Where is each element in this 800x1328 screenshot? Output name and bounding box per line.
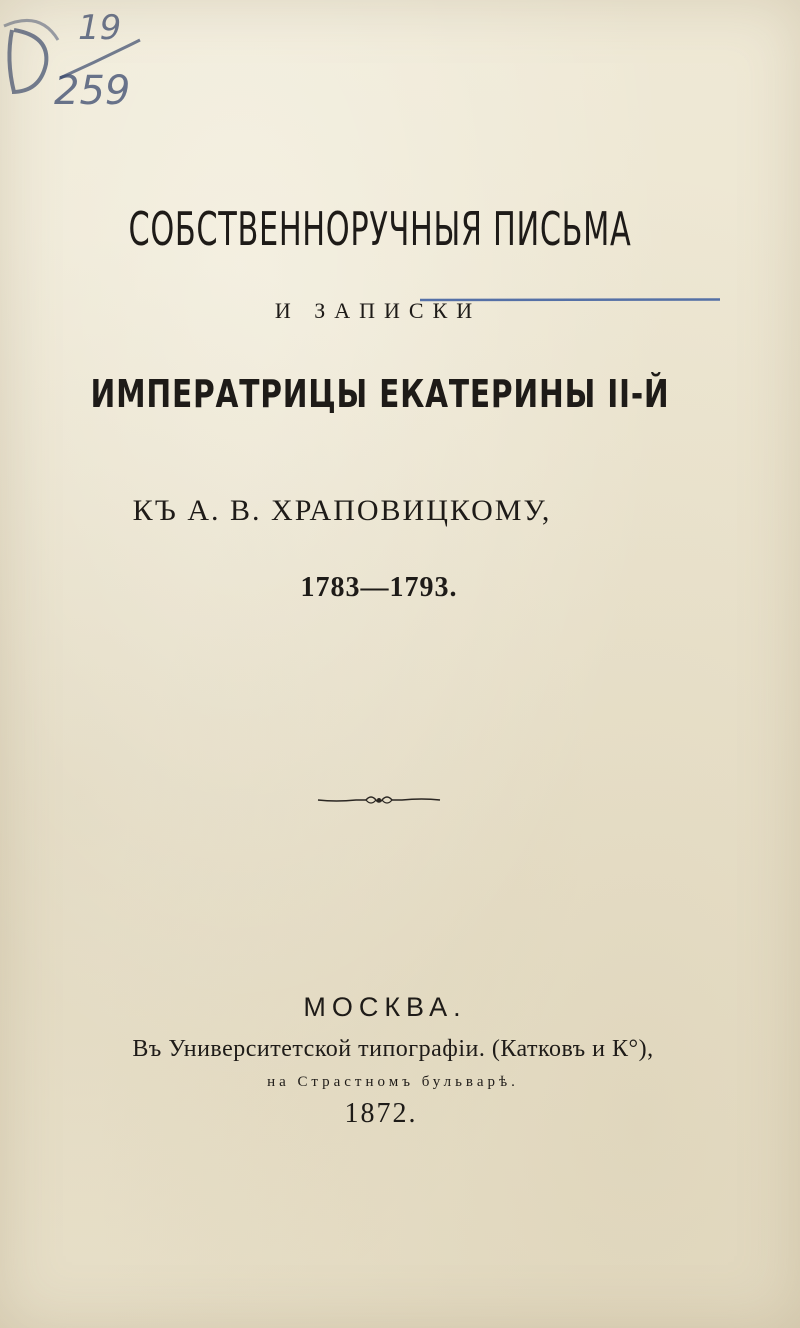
title-line-1: СОБСТВЕННОРУЧНЫЯ ПИСЬМА — [128, 202, 632, 256]
ornament-divider — [316, 790, 442, 810]
title-line-2: И ЗАПИСКИ — [274, 298, 482, 323]
pencil-underline — [420, 298, 720, 302]
shelfmark-number-bottom: 259 — [54, 68, 131, 114]
imprint-address: на Страстномъ бульварѣ. — [267, 1074, 519, 1090]
title-years: 1783—1793. — [300, 572, 458, 603]
library-shelfmark — [0, 0, 190, 150]
title-line-3: ИМПЕРАТРИЦЫ ЕКАТЕРИНЫ II-Й — [90, 372, 670, 416]
title-line-4: КЪ А. В. ХРАПОВИЦКОМУ, — [132, 494, 552, 527]
imprint-printer: Въ Университетской типографіи. (Катковъ и К°), — [132, 1036, 654, 1062]
imprint-city: МОСКВА. — [303, 992, 467, 1022]
shelfmark-number-top: 19 — [78, 8, 122, 48]
imprint-year: 1872. — [344, 1098, 418, 1129]
